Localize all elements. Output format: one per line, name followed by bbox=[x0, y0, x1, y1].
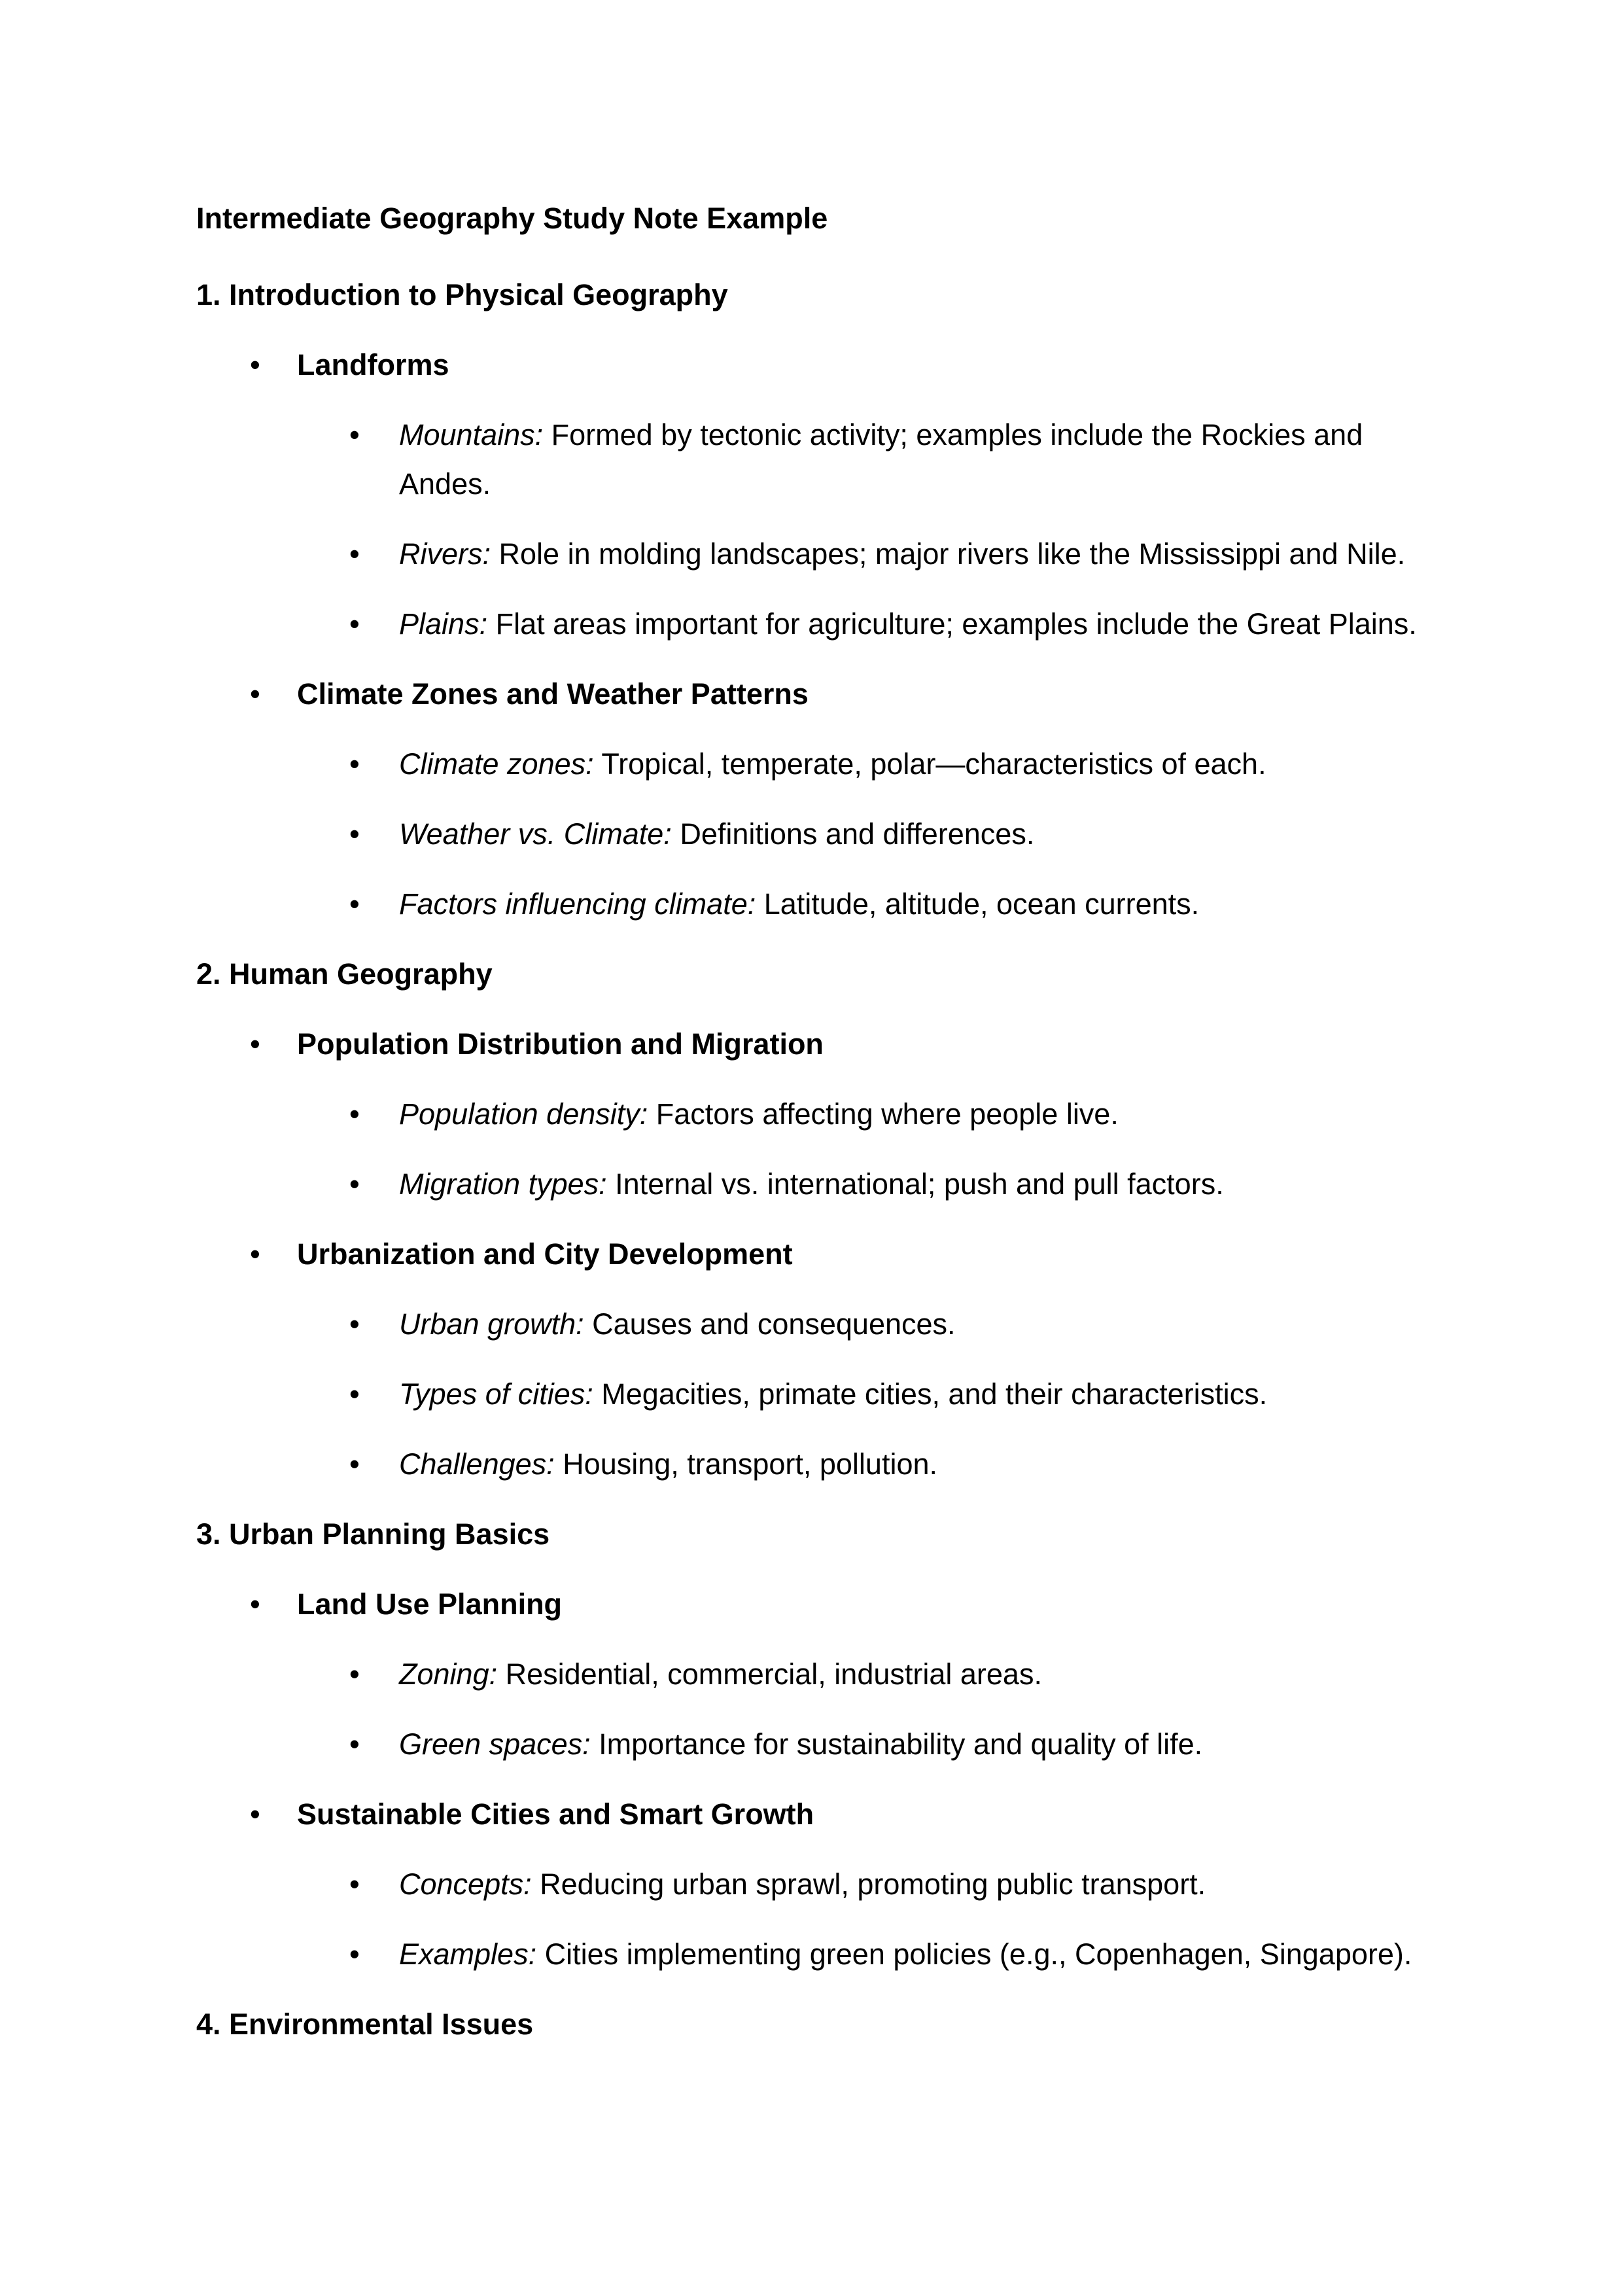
detail-item bbox=[196, 1159, 1440, 1209]
detail-body bbox=[399, 1159, 1440, 1209]
detail-lead: Rivers: bbox=[399, 537, 491, 571]
detail-body bbox=[399, 1860, 1440, 1909]
bullet-icon: • bbox=[250, 1027, 260, 1061]
detail-text: Flat areas important for agriculture; examples include the Great Plains. bbox=[495, 607, 1417, 641]
detail-item bbox=[196, 1720, 1440, 1769]
bullet-icon: • bbox=[349, 1727, 360, 1761]
detail-text: Tropical, temperate, polar—characteristics of each. bbox=[601, 747, 1266, 781]
detail-item bbox=[196, 1650, 1440, 1699]
topic-item bbox=[196, 669, 1440, 718]
bullet-icon: • bbox=[250, 1587, 260, 1621]
bullet-icon: • bbox=[349, 1377, 360, 1411]
detail-body bbox=[399, 879, 1440, 928]
detail-lead: Zoning: bbox=[399, 1657, 498, 1691]
bullet-icon: • bbox=[349, 1937, 360, 1971]
detail-body bbox=[399, 1930, 1440, 1979]
detail-text: Role in molding landscapes; major rivers like the Mississippi and Nile. bbox=[498, 537, 1406, 571]
detail-body bbox=[399, 739, 1440, 788]
bullet-icon: • bbox=[349, 817, 360, 851]
detail-lead: Migration types: bbox=[399, 1167, 607, 1201]
section-heading: 3. Urban Planning Basics bbox=[196, 1517, 550, 1551]
bullet-icon: • bbox=[349, 1657, 360, 1691]
bullet-icon: • bbox=[349, 747, 360, 781]
detail-lead: Types of cities: bbox=[399, 1377, 593, 1411]
bullet-icon: • bbox=[349, 1307, 360, 1341]
detail-lead: Green spaces: bbox=[399, 1727, 591, 1761]
detail-lead: Urban growth: bbox=[399, 1307, 584, 1341]
detail-text: Factors affecting where people live. bbox=[655, 1097, 1119, 1131]
detail-text: Latitude, altitude, ocean currents. bbox=[763, 887, 1200, 921]
detail-item bbox=[196, 1369, 1440, 1419]
detail-lead: Plains: bbox=[399, 607, 488, 641]
detail-lead: Climate zones: bbox=[399, 747, 594, 781]
topic-item bbox=[196, 1580, 1440, 1629]
detail-body bbox=[399, 1089, 1440, 1139]
detail-body bbox=[399, 809, 1440, 858]
topic-label: Land Use Planning bbox=[297, 1587, 563, 1621]
detail-text: Formed by tectonic activity; examples include the Rockies and bbox=[551, 418, 1363, 451]
detail-item bbox=[196, 739, 1440, 788]
detail-item bbox=[196, 1299, 1440, 1349]
bullet-icon: • bbox=[250, 1237, 260, 1271]
topic-label: Urbanization and City Development bbox=[297, 1237, 793, 1271]
bullet-icon: • bbox=[349, 537, 360, 571]
detail-body bbox=[399, 1650, 1440, 1699]
detail-lead: Population density: bbox=[399, 1097, 648, 1131]
detail-text: Megacities, primate cities, and their characteristics. bbox=[601, 1377, 1268, 1411]
topic-label: Sustainable Cities and Smart Growth bbox=[297, 1797, 814, 1831]
detail-lead: Mountains: bbox=[399, 418, 544, 451]
bullet-icon: • bbox=[250, 677, 260, 711]
bullet-icon: • bbox=[250, 1797, 260, 1831]
bullet-icon: • bbox=[349, 887, 360, 921]
detail-body bbox=[399, 599, 1440, 648]
detail-lead: Examples: bbox=[399, 1937, 537, 1971]
section-heading: 1. Introduction to Physical Geography bbox=[196, 278, 728, 311]
bullet-icon: • bbox=[349, 1447, 360, 1481]
detail-lead: Factors influencing climate: bbox=[399, 887, 756, 921]
detail-text: Causes and consequences. bbox=[592, 1307, 956, 1341]
topic-item bbox=[196, 1790, 1440, 1839]
detail-item bbox=[196, 1439, 1440, 1489]
topic-item bbox=[196, 340, 1440, 389]
detail-body bbox=[399, 410, 1440, 508]
detail-item bbox=[196, 1930, 1440, 1979]
detail-item bbox=[196, 599, 1440, 648]
topic-label: Climate Zones and Weather Patterns bbox=[297, 677, 809, 711]
detail-item bbox=[196, 529, 1440, 578]
detail-body bbox=[399, 529, 1440, 578]
detail-item bbox=[196, 879, 1440, 928]
detail-item bbox=[196, 809, 1440, 858]
bullet-icon: • bbox=[349, 1867, 360, 1901]
detail-item bbox=[196, 1089, 1440, 1139]
detail-item bbox=[196, 410, 1440, 508]
topic-label: Landforms bbox=[297, 348, 449, 381]
detail-text: Importance for sustainability and quality of life. bbox=[599, 1727, 1203, 1761]
note-title: Intermediate Geography Study Note Example bbox=[196, 202, 828, 235]
section-heading: 2. Human Geography bbox=[196, 957, 493, 991]
detail-item bbox=[196, 1860, 1440, 1909]
bullet-icon: • bbox=[349, 418, 360, 451]
topic-item bbox=[196, 1019, 1440, 1069]
detail-text: Residential, commercial, industrial areas. bbox=[505, 1657, 1042, 1691]
detail-text: Definitions and differences. bbox=[680, 817, 1035, 851]
detail-body bbox=[399, 1439, 1440, 1489]
detail-lead: Challenges: bbox=[399, 1447, 555, 1481]
detail-text: Reducing urban sprawl, promoting public transport. bbox=[540, 1867, 1206, 1901]
bullet-icon: • bbox=[349, 1097, 360, 1131]
bullet-icon: • bbox=[349, 1167, 360, 1201]
detail-text: Cities implementing green policies (e.g., Copenhagen, Singapore). bbox=[544, 1937, 1412, 1971]
section-heading: 4. Environmental Issues bbox=[196, 2007, 534, 2041]
topic-item bbox=[196, 1229, 1440, 1279]
bullet-icon: • bbox=[349, 607, 360, 641]
detail-body bbox=[399, 1720, 1440, 1769]
detail-text: Internal vs. international; push and pull factors. bbox=[615, 1167, 1224, 1201]
detail-lead: Weather vs. Climate: bbox=[399, 817, 672, 851]
bullet-icon: • bbox=[250, 348, 260, 381]
detail-text: Andes. bbox=[399, 467, 491, 501]
detail-text: Housing, transport, pollution. bbox=[563, 1447, 937, 1481]
topic-label: Population Distribution and Migration bbox=[297, 1027, 824, 1061]
detail-body bbox=[399, 1369, 1440, 1419]
detail-body bbox=[399, 1299, 1440, 1349]
detail-lead: Concepts: bbox=[399, 1867, 532, 1901]
